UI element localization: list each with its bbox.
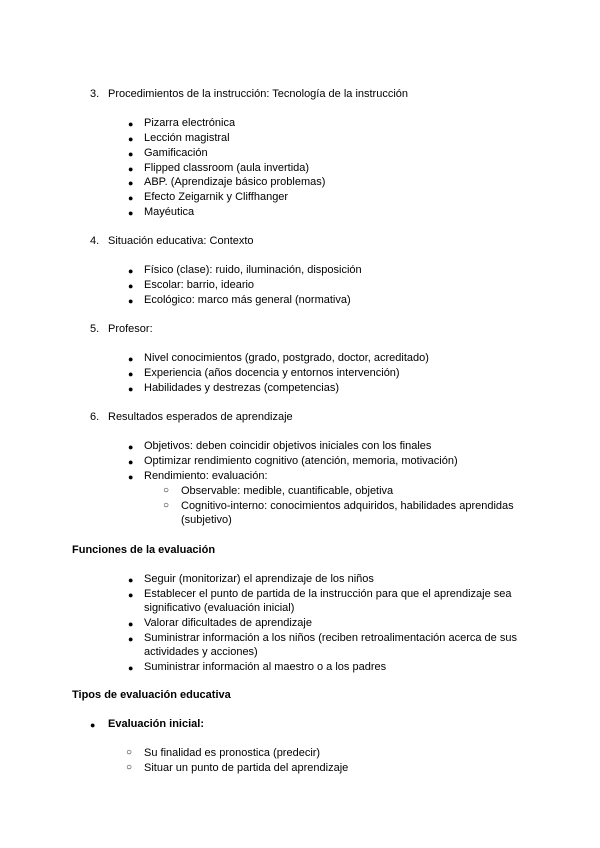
list-item: ABP. (Aprendizaje básico problemas) — [144, 176, 326, 188]
list-item-continuation: actividades y acciones) — [144, 646, 258, 658]
section-3-number: 3. — [90, 88, 100, 100]
list-item: Valorar dificultades de aprendizaje — [144, 617, 312, 629]
evaluacion-inicial-heading: Evaluación inicial: — [108, 718, 204, 730]
list-item: Habilidades y destrezas (competencias) — [144, 382, 340, 394]
bullet-icon: ● — [128, 457, 134, 467]
list-item-continuation: significativo (evaluación inicial) — [144, 602, 295, 614]
list-item: Rendimiento: evaluación: — [144, 470, 268, 482]
list-item: Establecer el punto de partida de la instrucción para que el aprendizaje sea — [144, 588, 512, 600]
bullet-icon: ● — [128, 575, 134, 585]
bullet-icon: ● — [128, 472, 134, 482]
circle-bullet-icon: ○ — [163, 500, 170, 511]
bullet-icon: ● — [90, 720, 96, 730]
bullet-icon: ● — [128, 354, 134, 364]
list-item: Suministrar información al maestro o a los padres — [144, 661, 387, 673]
list-item: Experiencia (años docencia y entornos intervención) — [144, 367, 400, 379]
list-item: Físico (clase): ruido, iluminación, disposición — [144, 264, 362, 276]
section-4-title: Situación educativa: Contexto — [108, 235, 254, 247]
sub-list-item: Situar un punto de partida del aprendizaje — [144, 762, 349, 774]
section-6-title: Resultados esperados de aprendizaje — [108, 411, 293, 423]
list-item: Optimizar rendimiento cognitivo (atención, memoria, motivación) — [144, 455, 458, 467]
bullet-icon: ● — [128, 178, 134, 188]
list-item: Objetivos: deben coincidir objetivos iniciales con los finales — [144, 440, 432, 452]
list-item: Flipped classroom (aula invertida) — [144, 162, 310, 174]
bullet-icon: ● — [128, 663, 134, 673]
sub-list-item: Observable: medible, cuantificable, objetiva — [181, 485, 394, 497]
section-5-title: Profesor: — [108, 323, 153, 335]
list-item: Efecto Zeigarnik y Cliffhanger — [144, 191, 289, 203]
list-item: Lección magistral — [144, 132, 230, 144]
circle-bullet-icon: ○ — [126, 747, 133, 758]
section-5-number: 5. — [90, 323, 100, 335]
section-3-title: Procedimientos de la instrucción: Tecnología de la instrucción — [108, 88, 409, 100]
bullet-icon: ● — [128, 164, 134, 174]
list-item: Seguir (monitorizar) el aprendizaje de los niños — [144, 573, 374, 585]
bullet-icon: ● — [128, 590, 134, 600]
section-6-number: 6. — [90, 411, 100, 423]
tipos-heading: Tipos de evaluación educativa — [72, 689, 231, 701]
bullet-icon: ● — [128, 149, 134, 159]
section-4-number: 4. — [90, 235, 100, 247]
sub-list-item: Su finalidad es pronostica (predecir) — [144, 747, 321, 759]
bullet-icon: ● — [128, 384, 134, 394]
bullet-icon: ● — [128, 134, 134, 144]
list-item: Escolar: barrio, ideario — [144, 279, 255, 291]
bullet-icon: ● — [128, 208, 134, 218]
bullet-icon: ● — [128, 281, 134, 291]
bullet-icon: ● — [128, 193, 134, 203]
bullet-icon: ● — [128, 619, 134, 629]
bullet-icon: ● — [128, 442, 134, 452]
sub-list-item: Cognitivo-interno: conocimientos adquiridos, habilidades aprendidas — [181, 500, 514, 512]
circle-bullet-icon: ○ — [163, 485, 170, 496]
list-item: Pizarra electrónica — [144, 117, 236, 129]
list-item: Suministrar información a los niños (reciben retroalimentación acerca de sus — [144, 632, 517, 644]
funciones-heading: Funciones de la evaluación — [72, 544, 216, 556]
circle-bullet-icon: ○ — [126, 762, 133, 773]
sub-list-item-continuation: (subjetivo) — [181, 514, 232, 526]
list-item: Nivel conocimientos (grado, postgrado, doctor, acreditado) — [144, 352, 429, 364]
bullet-icon: ● — [128, 634, 134, 644]
bullet-icon: ● — [128, 266, 134, 276]
bullet-icon: ● — [128, 119, 134, 129]
bullet-icon: ● — [128, 369, 134, 379]
list-item: Mayéutica — [144, 206, 195, 218]
bullet-icon: ● — [128, 296, 134, 306]
list-item: Ecológico: marco más general (normativa) — [144, 294, 351, 306]
list-item: Gamificación — [144, 147, 208, 159]
